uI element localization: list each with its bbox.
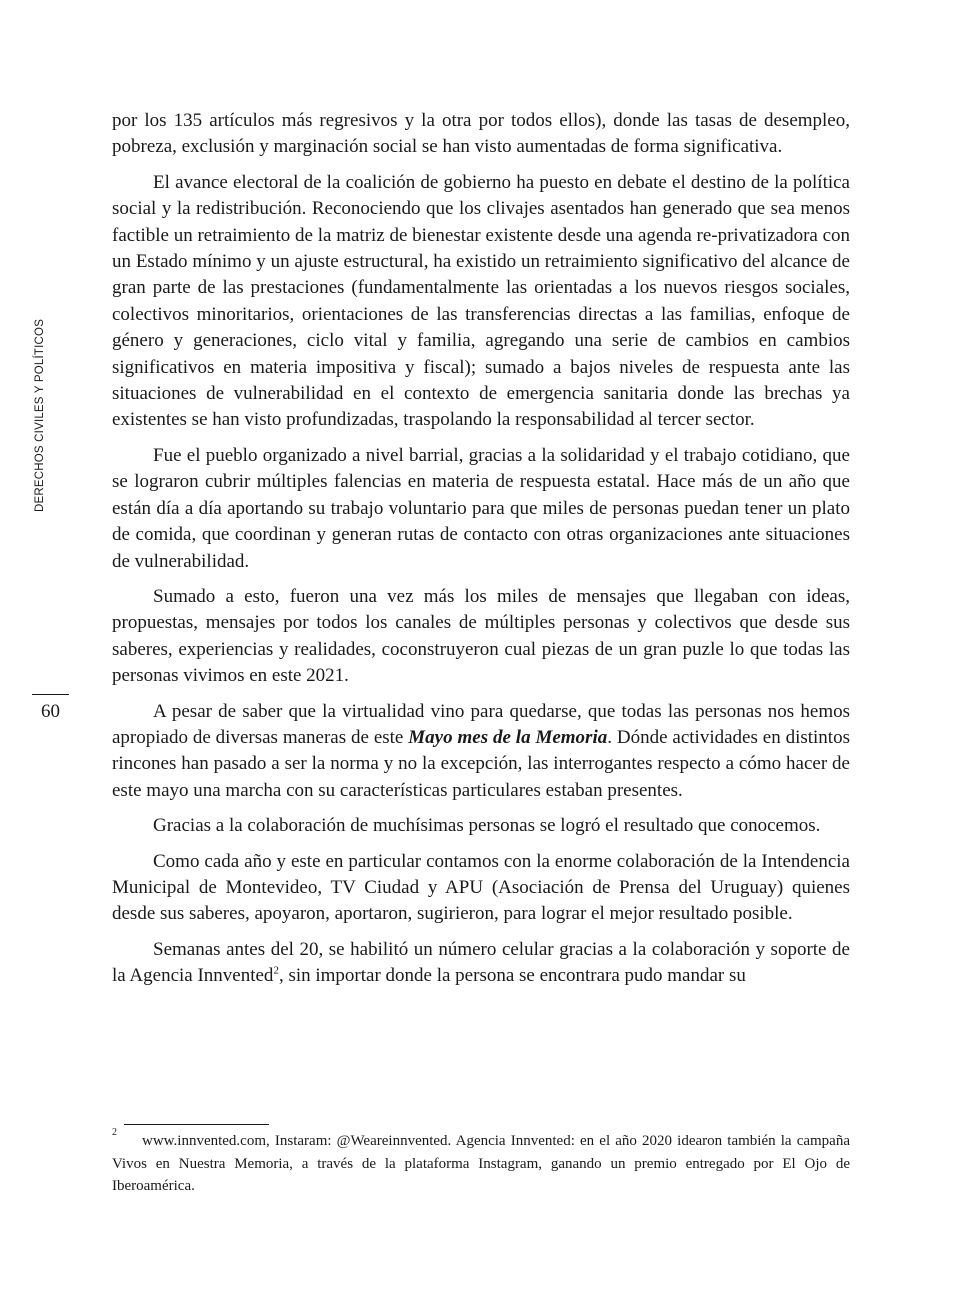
footnote-reference: 2 xyxy=(273,964,279,977)
page-number: 60 xyxy=(41,701,60,722)
paragraph-4: Sumado a esto, fueron una vez más los miles de mensajes que llegaban con ideas, propuestas, mensajes por todos los canales de múltiples personas y colectivos que desde sus saberes, experiencias y realidades, coconstruyeron cual piezas de un gran puzle lo que todas las personas vivimos en este 2021. xyxy=(112,585,850,687)
paragraph-6: Gracias a la colaboración de muchísimas personas se logró el resultado que conocemos. xyxy=(153,815,821,837)
paragraph-5-text-start: A pesar de saber que la virtualidad vino para quedarse, que todas las personas nos hemos apropiado de diversas maneras de este xyxy=(112,700,850,748)
paragraph-3: Fue el pueblo organizado a nivel barrial, gracias a la solidaridad y el trabajo cotidiano, que se lograron cubrir múltiples falencias en materia de respuesta estatal. Hace más de un año que están día a día aportando su trabajo voluntario para que miles de personas puedan tener un plato de comida, que coordinan y generan rutas de contacto con otras organizaciones ante situaciones de vulnerabilidad. xyxy=(112,444,850,572)
footnote xyxy=(112,1127,850,1198)
running-section-title: DERECHOS CIVILES Y POLÍTICOS xyxy=(34,318,46,512)
body-text xyxy=(112,108,850,999)
paragraph-8 xyxy=(112,937,850,990)
paragraph-5 xyxy=(112,699,850,805)
footnote-marker: 2 xyxy=(112,1127,117,1138)
footnote-text: www.innvented.com, Instaram: @Weareinnvented. Agencia Innvented: en el año 2020 idearon también la campaña Vivos en Nuestra Memoria, a través de la plataforma Instagram, ganando un premio entregado por El Ojo de Iberoamérica. xyxy=(112,1133,850,1194)
paragraph-8-text-start: Semanas antes del 20, se habilitó un número celular gracias a la colaboración y soporte de la Agencia Innvented xyxy=(112,938,850,987)
paragraph-7: Como cada año y este en particular contamos con la enorme colaboración de la Intendencia Municipal de Montevideo, TV Ciudad y APU (Asociación de Prensa del Uruguay) quienes desde sus saberes, apoyaron, aportaron, sugirieron, para lograr el mejor resultado posible. xyxy=(112,850,850,925)
paragraph-5-text-end: . Dónde actividades en distintos rincones han pasado a ser la norma y no la excepción, las interrogantes respecto a cómo hacer de este mayo una marcha con su características particulares estaban presentes. xyxy=(112,726,850,801)
footnote-separator xyxy=(124,1124,269,1125)
emphasis-mayo-mes-de-la-memoria: Mayo mes de la Memoria xyxy=(408,726,608,748)
page-number-rule xyxy=(32,694,69,695)
paragraph-2: El avance electoral de la coalición de gobierno ha puesto en debate el destino de la política social y la redistribución. Reconociendo que los clivajes asentados han generado que sea menos factible un retraimiento de la matriz de bienestar existente desde una agenda re-privatizadora con un Estado mínimo y un ajuste estructural, ha existido un retraimiento significativo del alcance de gran parte de las prestaciones (fundamentalmente las orientadas a los nuevos riesgos sociales, colectivos minoritarios, orientaciones de las transferencias directas a las familias, enfoque de género y generaciones, ciclo vital y familia, agregando una serie de cambios en cambios significativos en materia impositiva y fiscal); sumado a bajos niveles de respuesta ante las situaciones de vulnerabilidad en el contexto de emergencia sanitaria donde las brechas ya existentes se han visto profundizadas, traspolando la responsabilidad al tercer sector. xyxy=(112,171,851,431)
paragraph-8-text-end: , sin importar donde la persona se encontrara pudo mandar su xyxy=(278,965,746,987)
paragraph-1: por los 135 artículos más regresivos y la otra por todos ellos), donde las tasas de desempleo, pobreza, exclusión y marginación social se han visto aumentadas de forma significativa. xyxy=(112,110,850,158)
